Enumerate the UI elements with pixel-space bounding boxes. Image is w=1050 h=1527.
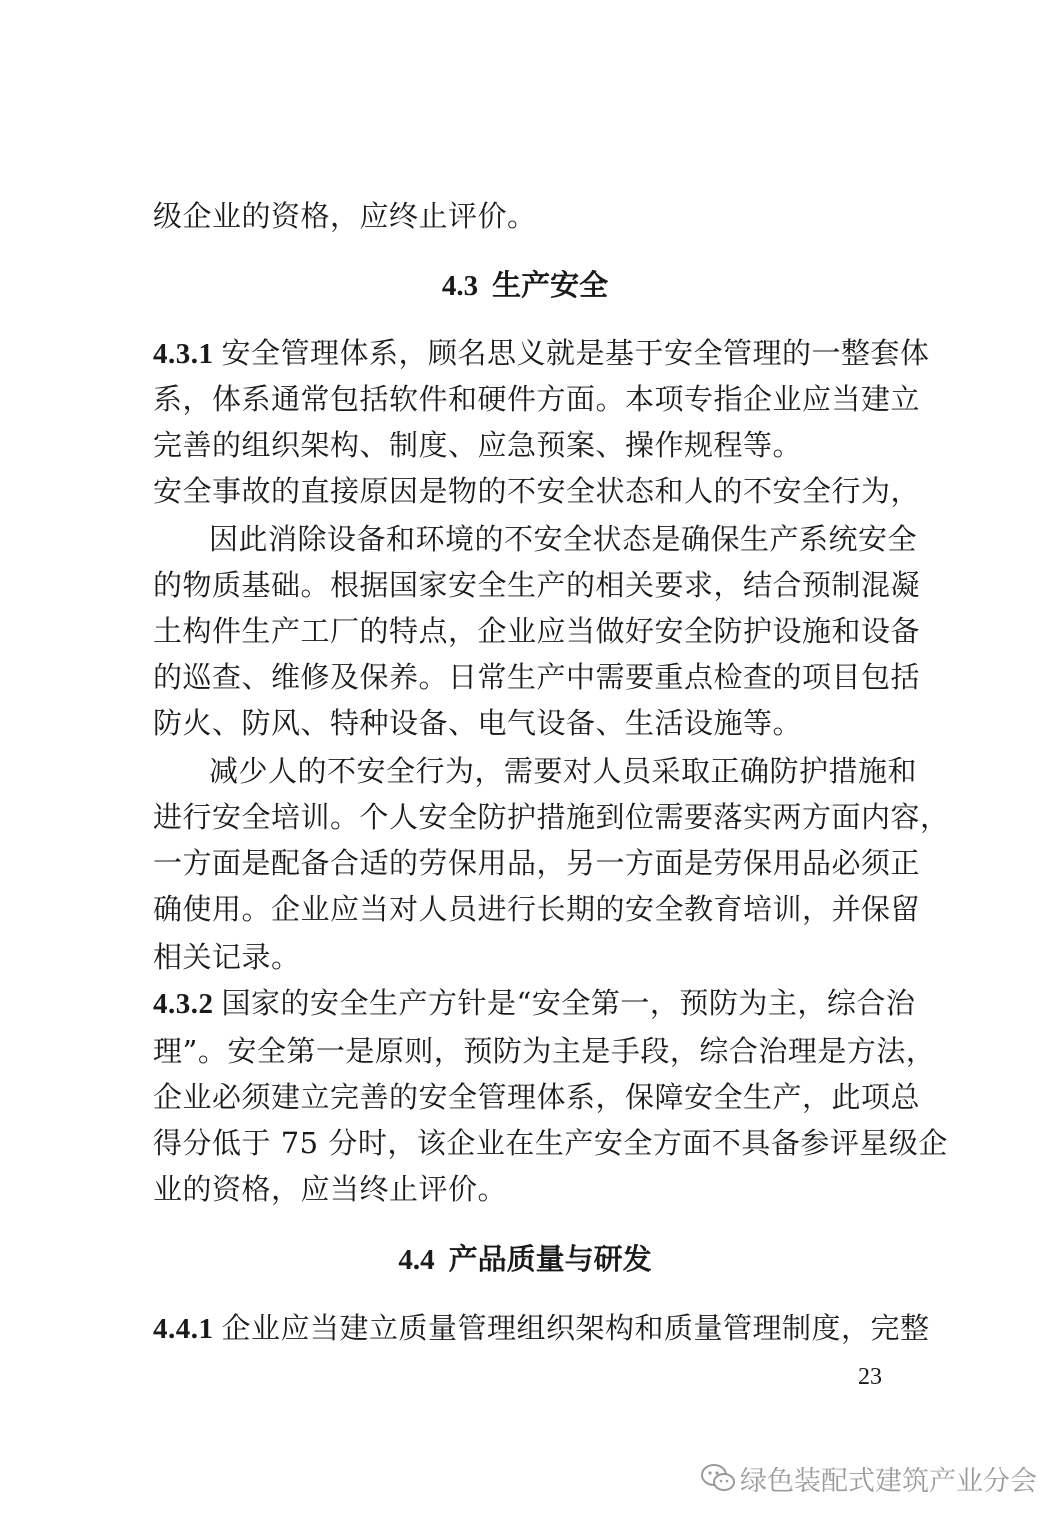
text-line: 相关记录。: [153, 940, 301, 974]
section-heading-4-4: [0, 1236, 1050, 1283]
text-line: 减少人的不安全行为，需要对人员采取正确防护措施和: [209, 754, 918, 788]
section-title: 产品质量与研发: [448, 1242, 652, 1276]
text-line: 确使用。企业应当对人员进行长期的安全教育培训，并保留: [153, 892, 921, 926]
clause-number: 4.4.1: [153, 1313, 214, 1345]
text-line: 防火、防风、特种设备、电气设备、生活设施等。: [153, 706, 803, 740]
clause-text: 企业应当建立质量管理组织架构和质量管理制度，完整: [221, 1311, 930, 1345]
section-number: 4.3: [441, 270, 479, 302]
text-line: 企业必须建立完善的安全管理体系，保障安全生产，此项总: [153, 1080, 921, 1114]
text-line: 土构件生产工厂的特点，企业应当做好安全防护设施和设备: [153, 614, 921, 648]
watermark-text: 绿色装配式建筑产业分会: [740, 1465, 1037, 1497]
text-line: 业的资格，应当终止评价。: [153, 1172, 508, 1206]
text-line: 的物质基础。根据国家安全生产的相关要求，结合预制混凝: [153, 568, 921, 602]
clause-text: 安全管理体系，顾名思义就是基于安全管理的一整套体: [221, 336, 930, 370]
text-line: 因此消除设备和环境的不安全状态是确保生产系统安全: [209, 522, 918, 556]
clause-text: 国家的安全生产方针是“安全第一，预防为主，综合治: [221, 986, 916, 1020]
text-line: [153, 980, 916, 1026]
clause-number: 4.3.1: [153, 338, 214, 370]
section-number: 4.4: [398, 1244, 435, 1276]
page-number: 23: [858, 1364, 882, 1390]
text-line: 级企业的资格，应终止评价。: [153, 199, 537, 233]
section-title: 生产安全: [492, 268, 609, 302]
text-line: 完善的组织架构、制度、应急预案、操作规程等。: [153, 428, 803, 462]
text-line: 一方面是配备合适的劳保用品，另一方面是劳保用品必须正: [153, 846, 921, 880]
text-line: 的巡查、维修及保养。日常生产中需要重点检查的项目包括: [153, 660, 921, 694]
text-line: [153, 1305, 930, 1351]
wechat-icon: [700, 1463, 736, 1493]
text-line: 系，体系通常包括软件和硬件方面。本项专指企业应当建立: [153, 382, 921, 416]
section-heading-4-3: [0, 262, 1050, 309]
text-line: 理”。安全第一是原则，预防为主是手段，综合治理是方法，: [153, 1034, 936, 1068]
text-line: 进行安全培训。个人安全防护措施到位需要落实两方面内容，: [153, 800, 950, 834]
text-line: 安全事故的直接原因是物的不安全状态和人的不安全行为，: [153, 474, 921, 508]
text-line: 得分低于 75 分时，该企业在生产安全方面不具备参评星级企: [153, 1126, 948, 1160]
text-line: [153, 330, 930, 376]
clause-number: 4.3.2: [153, 988, 214, 1020]
source-watermark: [700, 1458, 1037, 1498]
